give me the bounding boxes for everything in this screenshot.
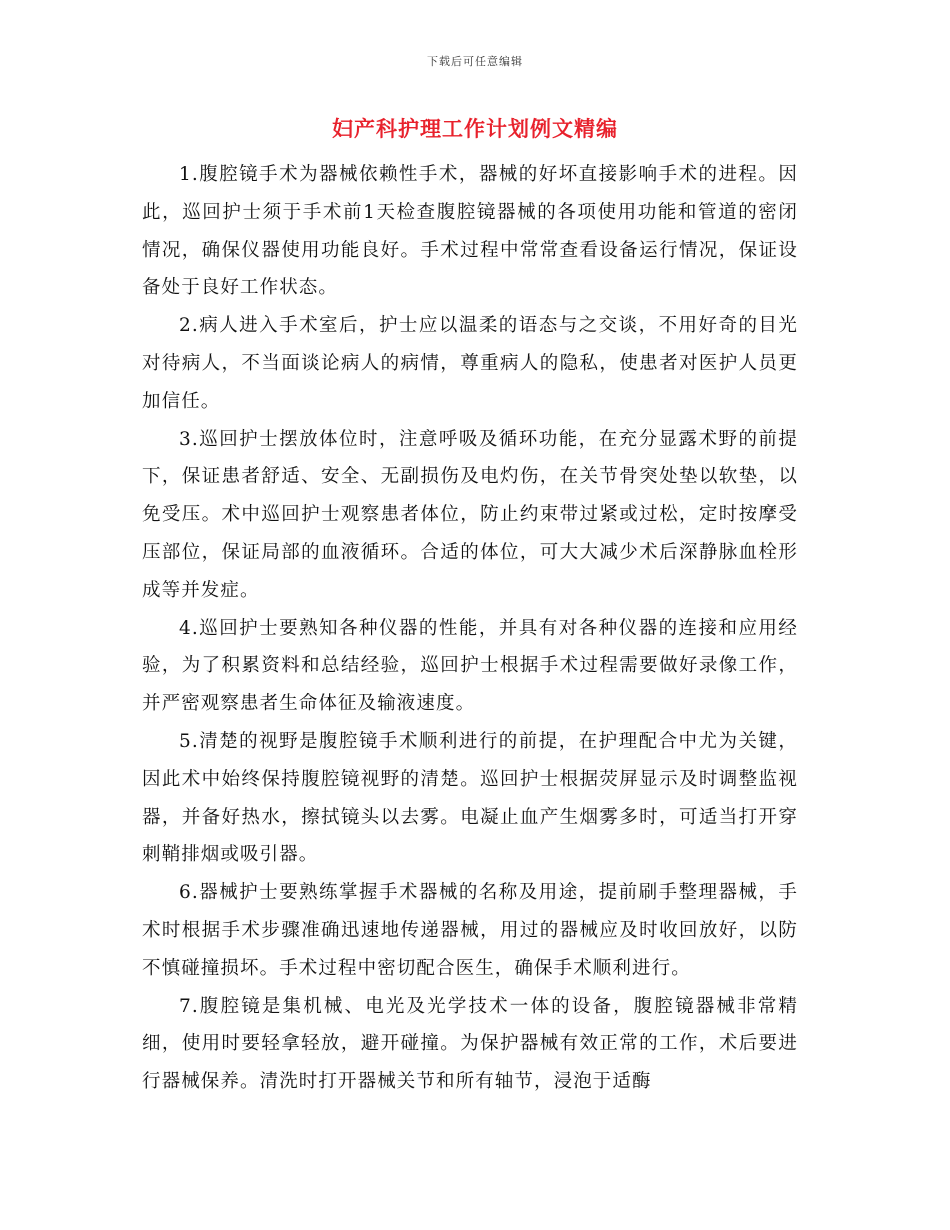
paragraph-3: 3.巡回护士摆放体位时，注意呼吸及循环功能，在充分显露术野的前提下，保证患者舒适、安全、无副损伤及电灼伤，在关节骨突处垫以软垫，以免受压。术中巡回护士观察患者体位，防止约束带过紧或过松，定时按摩受压部位，保证局部的血液循环。合适的体位，可大大减少术后深静脉血栓形成等并发症。 [142,428,798,601]
paragraph-6: 6.器械护士要熟练掌握手术器械的名称及用途，提前刷手整理器械，手术时根据手术步骤准确迅速地传递器械，用过的器械应及时收回放好，以防不慎碰撞损坏。手术过程中密切配合医生，确保手术顺利进行。 [142,882,798,979]
document-body [142,156,798,1101]
header-note: 下载后可任意编辑 [427,55,523,68]
paragraph-5: 5.清楚的视野是腹腔镜手术顺利进行的前提，在护理配合中尤为关键，因此术中始终保持腹腔镜视野的清楚。巡回护士根据荧屏显示及时调整监视器，并备好热水，擦拭镜头以去雾。电凝止血产生烟雾多时，可适当打开穿刺鞘排烟或吸引器。 [142,730,798,866]
paragraph-7: 7.腹腔镜是集机械、电光及光学技术一体的设备，腹腔镜器械非常精细，使用时要轻拿轻放，避开碰撞。为保护器械有效正常的工作，术后要进行器械保养。清洗时打开器械关节和所有轴节，浸泡于适酶 [142,995,798,1093]
document-title: 妇产科护理工作计划例文精编 [332,116,618,141]
paragraph-4: 4.巡回护士要熟知各种仪器的性能，并具有对各种仪器的连接和应用经验，为了积累资料和总结经验，巡回护士根据手术过程需要做好录像工作，并严密观察患者生命体征及输液速度。 [142,617,798,715]
paragraph-1: 1.腹腔镜手术为器械依赖性手术，器械的好坏直接影响手术的进程。因此，巡回护士须于手术前1天检查腹腔镜器械的各项使用功能和管道的密闭情况，确保仪器使用功能良好。手术过程中常常查看设备运行情况，保证设备处于良好工作状态。 [142,164,798,299]
paragraph-2: 2.病人进入手术室后，护士应以温柔的语态与之交谈，不用好奇的目光对待病人，不当面谈论病人的病情，尊重病人的隐私，使患者对医护人员更加信任。 [142,315,798,412]
